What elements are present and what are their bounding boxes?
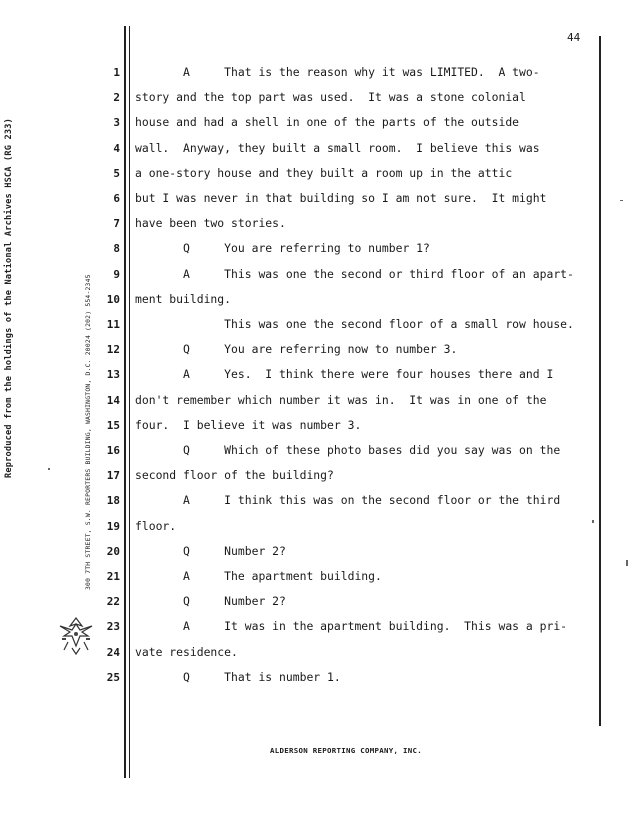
transcript-line: A That is the reason why it was LIMITED. A two- [135, 65, 540, 79]
transcript-line: Q That is number 1. [135, 669, 341, 684]
line-number: 20 [106, 544, 120, 558]
line-number: 10 [106, 292, 120, 306]
transcript-line: story and the top part was used. It was a stone colonial [135, 90, 526, 105]
transcript-line: A This was one the second or third floor of an apart- [135, 266, 574, 281]
transcript-line: vate residence. [135, 644, 238, 659]
transcript-line: four. I believe it was number 3. [135, 417, 362, 432]
transcript-line: a one-story house and they built a room up in the attic [135, 165, 513, 180]
line-number: 9 [113, 267, 120, 281]
transcript-line: house and had a shell in one of the parts of the outside [135, 115, 520, 130]
line-number: 11 [106, 318, 120, 331]
line-number: 12 [106, 343, 120, 357]
scan-speck [620, 200, 623, 201]
line-number: 1 [113, 66, 120, 79]
transcript-line: Q You are referring to number 1? [135, 241, 430, 256]
line-number: 6 [113, 192, 120, 205]
line-number: 17 [106, 469, 120, 483]
transcript-line: have been two stories. [135, 216, 286, 231]
footer-company-name: ALDERSON REPORTING COMPANY, INC. [270, 746, 422, 755]
line-number: 24 [106, 645, 120, 659]
left-margin-rule-inner [129, 26, 130, 778]
eagle-seal-icon [56, 612, 96, 656]
transcript-line: wall. Anyway, they built a small room. I believe this was [135, 140, 540, 155]
line-number: 2 [113, 91, 120, 105]
archive-margin-note: Reproduced from the holdings of the National Archives HSCA (RG 233) [4, 117, 14, 478]
transcript-line: don't remember which number it was in. It was in one of the [135, 392, 547, 407]
transcript-line: but I was never in that building so I am not sure. It might [135, 191, 547, 205]
line-number: 5 [113, 166, 120, 180]
transcript-line: A I think this was on the second floor or the third [135, 493, 561, 508]
page-number: 44 [567, 31, 581, 44]
line-number: 25 [106, 670, 120, 684]
line-number: 4 [113, 141, 120, 155]
transcript-line: A The apartment building. [135, 569, 382, 583]
scan-speck [48, 468, 50, 470]
transcript-line: A Yes. I think there were four houses there and I [135, 367, 554, 382]
line-number: 8 [113, 242, 120, 256]
transcript-line: floor. [135, 518, 177, 533]
transcript-line: Q Which of these photo bases did you say was on the [135, 443, 561, 457]
transcript-line: This was one the second floor of a small row house. [135, 317, 574, 331]
transcript-line: Q You are referring now to number 3. [135, 342, 458, 357]
line-number: 16 [106, 444, 120, 457]
left-margin-rule [124, 26, 126, 778]
transcript-line: ment building. [135, 291, 232, 306]
line-number: 7 [113, 217, 120, 231]
line-number: 23 [106, 620, 120, 634]
reporters-building-address: 300 7TH STREET, S.W. REPORTERS BUILDING, WASHINGTON, D.C. 20024 (202) 554-2345 [84, 274, 92, 590]
transcript-line: Q Number 2? [135, 594, 286, 609]
scan-speck [592, 520, 594, 523]
transcript-line: A It was in the apartment building. This was a pri- [135, 619, 568, 634]
line-number: 21 [106, 570, 120, 583]
transcript-line: Q Number 2? [135, 543, 286, 558]
line-number: 18 [106, 494, 120, 508]
line-number: 13 [106, 368, 120, 382]
scan-speck [626, 560, 628, 566]
line-number: 19 [106, 519, 120, 533]
line-number: 22 [106, 595, 120, 609]
line-number: 14 [106, 393, 120, 407]
transcript-line: second floor of the building? [135, 468, 334, 483]
line-number: 15 [106, 418, 120, 432]
line-number: 3 [113, 116, 120, 130]
right-margin-rule [599, 36, 601, 726]
